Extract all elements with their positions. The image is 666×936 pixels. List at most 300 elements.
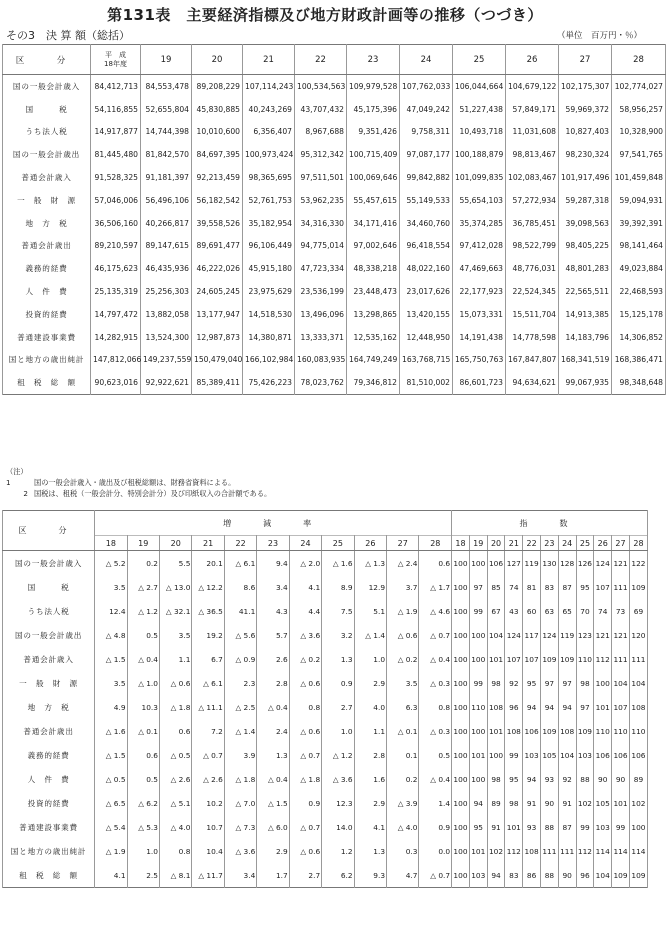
rate-cell: △ 1.7 bbox=[419, 575, 452, 599]
amount-cell: 14,917,877 bbox=[91, 121, 141, 144]
table2-index-year: 24 bbox=[558, 536, 576, 551]
index-cell: 105 bbox=[541, 743, 559, 767]
rate-cell: 1.6 bbox=[354, 767, 386, 791]
rate-cell: △ 0.2 bbox=[387, 647, 419, 671]
rate-cell: 0.2 bbox=[387, 767, 419, 791]
amount-cell: 13,882,058 bbox=[141, 303, 192, 326]
amount-cell: 11,031,608 bbox=[506, 121, 559, 144]
rate-cell: △ 3.9 bbox=[387, 791, 419, 815]
rate-cell: 0.9 bbox=[419, 815, 452, 839]
index-cell: 103 bbox=[469, 863, 487, 888]
index-cell: 109 bbox=[629, 575, 647, 599]
rate-cell: △ 0.4 bbox=[419, 647, 452, 671]
table1-header-first-year: 平 成 18年度 bbox=[91, 45, 141, 75]
index-cell: 110 bbox=[629, 719, 647, 743]
rate-cell: 1.2 bbox=[322, 839, 354, 863]
index-cell: 108 bbox=[487, 695, 505, 719]
rate-cell: 4.7 bbox=[387, 863, 419, 888]
index-cell: 70 bbox=[576, 599, 594, 623]
rate-cell: 41.1 bbox=[224, 599, 256, 623]
index-cell: 95 bbox=[523, 671, 541, 695]
rate-cell: △ 4.8 bbox=[95, 623, 127, 647]
index-cell: 100 bbox=[452, 647, 470, 671]
amount-cell: 22,177,923 bbox=[453, 280, 506, 303]
amount-cell: 104,679,122 bbox=[506, 75, 559, 98]
index-cell: 100 bbox=[452, 815, 470, 839]
rate-cell: 7.2 bbox=[192, 719, 224, 743]
index-cell: 91 bbox=[558, 791, 576, 815]
index-cell: 43 bbox=[505, 599, 523, 623]
rate-cell: △ 0.4 bbox=[419, 767, 452, 791]
index-cell: 108 bbox=[505, 719, 523, 743]
amount-cell: 164,749,249 bbox=[347, 349, 400, 372]
table2-rate-year: 21 bbox=[192, 536, 224, 551]
rate-cell: △ 1.4 bbox=[224, 719, 256, 743]
rate-cell: △ 0.7 bbox=[289, 815, 321, 839]
amount-cell: 13,298,865 bbox=[347, 303, 400, 326]
index-cell: 100 bbox=[452, 839, 470, 863]
amount-cell: 14,282,915 bbox=[91, 326, 141, 349]
rate-cell: △ 1.5 bbox=[95, 647, 127, 671]
amount-cell: 8,967,688 bbox=[295, 121, 347, 144]
index-cell: 108 bbox=[523, 839, 541, 863]
index-cell: 121 bbox=[612, 551, 630, 576]
index-cell: 121 bbox=[612, 623, 630, 647]
amount-cell: 58,956,257 bbox=[612, 98, 666, 121]
row-label: 義務的経費 bbox=[3, 743, 95, 767]
row-label: 普通建設事業費 bbox=[3, 326, 91, 349]
table-row bbox=[3, 743, 648, 767]
index-cell: 85 bbox=[487, 575, 505, 599]
table-row bbox=[3, 371, 666, 394]
table-row bbox=[3, 575, 648, 599]
amount-cell: 167,847,807 bbox=[506, 349, 559, 372]
rate-cell: △ 3.6 bbox=[289, 623, 321, 647]
table1-header-year: 25 bbox=[453, 45, 506, 75]
index-cell: 106 bbox=[487, 551, 505, 576]
index-cell: 102 bbox=[487, 839, 505, 863]
amount-cell: 81,842,570 bbox=[141, 143, 192, 166]
amount-cell: 102,774,027 bbox=[612, 75, 666, 98]
index-cell: 108 bbox=[629, 695, 647, 719]
rate-cell: 2.3 bbox=[224, 671, 256, 695]
rate-cell: 1.0 bbox=[322, 719, 354, 743]
row-label: 普通会計歳入 bbox=[3, 166, 91, 189]
table1-header-year: 26 bbox=[506, 45, 559, 75]
row-label: 租 税 総 額 bbox=[3, 371, 91, 394]
amount-cell: 13,177,947 bbox=[192, 303, 243, 326]
amount-cell: 48,022,160 bbox=[400, 257, 453, 280]
amount-cell: 35,182,954 bbox=[243, 212, 295, 235]
table-row bbox=[3, 326, 666, 349]
amount-cell: 13,524,300 bbox=[141, 326, 192, 349]
table-row bbox=[3, 863, 648, 888]
rate-cell: 0.5 bbox=[127, 767, 159, 791]
rate-cell: △ 1.2 bbox=[127, 599, 159, 623]
rate-cell: 1.1 bbox=[354, 719, 386, 743]
amount-cell: 98,141,464 bbox=[612, 235, 666, 258]
amount-cell: 97,002,646 bbox=[347, 235, 400, 258]
table1-header-row bbox=[3, 45, 666, 75]
rate-cell: 10.7 bbox=[192, 815, 224, 839]
table1-header-year: 24 bbox=[400, 45, 453, 75]
index-cell: 109 bbox=[541, 647, 559, 671]
rate-cell: △ 1.8 bbox=[289, 767, 321, 791]
row-label: 国と地方の歳出純計 bbox=[3, 839, 95, 863]
index-cell: 88 bbox=[541, 863, 559, 888]
amount-cell: 97,511,501 bbox=[295, 166, 347, 189]
rate-cell: 5.5 bbox=[159, 551, 191, 576]
index-cell: 65 bbox=[558, 599, 576, 623]
rate-cell: △ 1.5 bbox=[257, 791, 289, 815]
amount-cell: 97,541,765 bbox=[612, 143, 666, 166]
rate-cell: 1.3 bbox=[354, 839, 386, 863]
rate-cell: △ 1.5 bbox=[95, 743, 127, 767]
amount-cell: 45,175,396 bbox=[347, 98, 400, 121]
amount-cell: 47,469,663 bbox=[453, 257, 506, 280]
index-cell: 100 bbox=[452, 767, 470, 791]
rate-cell: 2.9 bbox=[354, 791, 386, 815]
index-cell: 91 bbox=[487, 815, 505, 839]
amount-cell: 23,448,473 bbox=[347, 280, 400, 303]
rate-cell: △ 0.6 bbox=[289, 839, 321, 863]
rate-cell: 2.7 bbox=[289, 863, 321, 888]
row-label: 一 般 財 源 bbox=[3, 671, 95, 695]
amount-cell: 56,496,106 bbox=[141, 189, 192, 212]
rate-cell: △ 0.6 bbox=[289, 719, 321, 743]
rate-cell: 8.6 bbox=[224, 575, 256, 599]
rate-cell: 0.1 bbox=[387, 743, 419, 767]
row-label: 普通会計歳出 bbox=[3, 235, 91, 258]
amount-cell: 25,135,319 bbox=[91, 280, 141, 303]
amount-cell: 92,213,459 bbox=[192, 166, 243, 189]
rate-cell: 2.7 bbox=[322, 695, 354, 719]
amount-cell: 40,266,817 bbox=[141, 212, 192, 235]
amount-cell: 94,634,621 bbox=[506, 371, 559, 394]
rate-cell: 5.1 bbox=[354, 599, 386, 623]
amount-cell: 13,496,096 bbox=[295, 303, 347, 326]
amount-cell: 97,412,028 bbox=[453, 235, 506, 258]
amount-cell: 150,479,040 bbox=[192, 349, 243, 372]
amount-cell: 49,023,884 bbox=[612, 257, 666, 280]
amount-cell: 34,316,330 bbox=[295, 212, 347, 235]
rate-cell: 1.4 bbox=[419, 791, 452, 815]
row-label: 義務的経費 bbox=[3, 257, 91, 280]
index-cell: 94 bbox=[541, 695, 559, 719]
settlement-amount-table bbox=[2, 44, 666, 395]
amount-cell: 13,333,371 bbox=[295, 326, 347, 349]
table2-index-year: 23 bbox=[541, 536, 559, 551]
amount-cell: 55,149,533 bbox=[400, 189, 453, 212]
rate-cell: 3.7 bbox=[387, 575, 419, 599]
table-row bbox=[3, 791, 648, 815]
rate-cell: △ 0.1 bbox=[387, 719, 419, 743]
index-cell: 93 bbox=[523, 815, 541, 839]
rate-cell: △ 1.4 bbox=[354, 623, 386, 647]
table1-header-year: 27 bbox=[559, 45, 612, 75]
row-label: 租 税 総 額 bbox=[3, 863, 95, 888]
amount-cell: 90,623,016 bbox=[91, 371, 141, 394]
index-cell: 74 bbox=[594, 599, 612, 623]
amount-cell: 163,768,715 bbox=[400, 349, 453, 372]
rate-cell: △ 6.1 bbox=[224, 551, 256, 576]
index-cell: 109 bbox=[629, 863, 647, 888]
amount-cell: 168,386,471 bbox=[612, 349, 666, 372]
index-cell: 99 bbox=[469, 599, 487, 623]
rate-cell: △ 0.4 bbox=[257, 695, 289, 719]
table1-header-year: 21 bbox=[243, 45, 295, 75]
rate-cell: 0.8 bbox=[159, 839, 191, 863]
table1-header-year: 28 bbox=[612, 45, 666, 75]
index-cell: 111 bbox=[629, 647, 647, 671]
amount-cell: 86,601,723 bbox=[453, 371, 506, 394]
row-label: 国 税 bbox=[3, 575, 95, 599]
amount-cell: 89,691,477 bbox=[192, 235, 243, 258]
amount-cell: 55,654,103 bbox=[453, 189, 506, 212]
amount-cell: 100,534,563 bbox=[295, 75, 347, 98]
table-row bbox=[3, 166, 666, 189]
amount-cell: 52,761,753 bbox=[243, 189, 295, 212]
rate-cell: △ 1.8 bbox=[224, 767, 256, 791]
amount-cell: 101,917,496 bbox=[559, 166, 612, 189]
rate-cell: 2.8 bbox=[257, 671, 289, 695]
rate-cell: △ 1.3 bbox=[354, 551, 386, 576]
index-cell: 100 bbox=[469, 647, 487, 671]
index-cell: 106 bbox=[612, 743, 630, 767]
table2-rate-year: 24 bbox=[289, 536, 321, 551]
rate-cell: △ 0.6 bbox=[289, 671, 321, 695]
rate-cell: 0.2 bbox=[127, 551, 159, 576]
rate-cell: △ 0.4 bbox=[127, 647, 159, 671]
amount-cell: 43,707,432 bbox=[295, 98, 347, 121]
index-cell: 114 bbox=[594, 839, 612, 863]
index-cell: 124 bbox=[505, 623, 523, 647]
table1-header-year: 20 bbox=[192, 45, 243, 75]
index-cell: 107 bbox=[523, 647, 541, 671]
rate-cell: △ 2.6 bbox=[159, 767, 191, 791]
rate-cell: 2.9 bbox=[257, 839, 289, 863]
rate-cell: 4.0 bbox=[354, 695, 386, 719]
row-label: 地 方 税 bbox=[3, 212, 91, 235]
amount-cell: 23,975,629 bbox=[243, 280, 295, 303]
rate-cell: 12.9 bbox=[354, 575, 386, 599]
rate-cell: △ 4.6 bbox=[419, 599, 452, 623]
index-cell: 87 bbox=[558, 815, 576, 839]
index-cell: 103 bbox=[523, 743, 541, 767]
table-row bbox=[3, 189, 666, 212]
index-cell: 97 bbox=[576, 695, 594, 719]
amount-cell: 14,797,472 bbox=[91, 303, 141, 326]
index-cell: 100 bbox=[452, 551, 470, 576]
row-label: 国 税 bbox=[3, 98, 91, 121]
index-cell: 98 bbox=[487, 671, 505, 695]
note-line bbox=[6, 466, 271, 488]
amount-cell: 100,973,424 bbox=[243, 143, 295, 166]
index-cell: 83 bbox=[505, 863, 523, 888]
amount-cell: 45,915,180 bbox=[243, 257, 295, 280]
amount-cell: 89,147,615 bbox=[141, 235, 192, 258]
index-cell: 100 bbox=[594, 671, 612, 695]
table2-rate-year: 20 bbox=[159, 536, 191, 551]
index-cell: 100 bbox=[469, 623, 487, 647]
index-cell: 104 bbox=[629, 671, 647, 695]
index-cell: 119 bbox=[523, 551, 541, 576]
index-cell: 97 bbox=[558, 671, 576, 695]
index-cell: 107 bbox=[594, 575, 612, 599]
amount-cell: 14,380,871 bbox=[243, 326, 295, 349]
amount-cell: 96,106,449 bbox=[243, 235, 295, 258]
index-cell: 111 bbox=[612, 575, 630, 599]
amount-cell: 98,230,324 bbox=[559, 143, 612, 166]
index-cell: 95 bbox=[576, 575, 594, 599]
rate-cell: 7.5 bbox=[322, 599, 354, 623]
amount-cell: 39,392,391 bbox=[612, 212, 666, 235]
amount-cell: 100,188,879 bbox=[453, 143, 506, 166]
rate-cell: △ 1.9 bbox=[387, 599, 419, 623]
index-cell: 87 bbox=[558, 575, 576, 599]
amount-cell: 84,412,713 bbox=[91, 75, 141, 98]
rate-cell: △ 32.1 bbox=[159, 599, 191, 623]
rate-cell: 0.8 bbox=[289, 695, 321, 719]
table2-rate-year: 18 bbox=[95, 536, 127, 551]
index-cell: 112 bbox=[594, 647, 612, 671]
row-label: 国の一般会計歳入 bbox=[3, 75, 91, 98]
amount-cell: 48,801,283 bbox=[559, 257, 612, 280]
amount-cell: 15,511,704 bbox=[506, 303, 559, 326]
amount-cell: 102,175,307 bbox=[559, 75, 612, 98]
rate-cell: △ 12.2 bbox=[192, 575, 224, 599]
index-cell: 88 bbox=[576, 767, 594, 791]
table2-rate-year: 26 bbox=[354, 536, 386, 551]
amount-cell: 98,348,648 bbox=[612, 371, 666, 394]
index-cell: 104 bbox=[558, 743, 576, 767]
rate-cell: 20.1 bbox=[192, 551, 224, 576]
index-cell: 92 bbox=[505, 671, 523, 695]
rate-cell: 3.4 bbox=[224, 863, 256, 888]
rate-cell: △ 5.1 bbox=[159, 791, 191, 815]
table2-rate-year: 23 bbox=[257, 536, 289, 551]
amount-cell: 51,227,438 bbox=[453, 98, 506, 121]
rate-cell: △ 1.6 bbox=[322, 551, 354, 576]
rate-cell: △ 0.7 bbox=[289, 743, 321, 767]
rate-cell: 1.0 bbox=[354, 647, 386, 671]
rate-cell: △ 7.0 bbox=[224, 791, 256, 815]
note-text: 国の一般会計歳入・歳出及び租税総額は、財務省資料による。 bbox=[34, 478, 236, 487]
rate-cell: △ 0.7 bbox=[419, 863, 452, 888]
rate-cell: 0.8 bbox=[419, 695, 452, 719]
index-cell: 124 bbox=[541, 623, 559, 647]
table-row bbox=[3, 212, 666, 235]
table2-index-year: 25 bbox=[576, 536, 594, 551]
amount-cell: 25,256,303 bbox=[141, 280, 192, 303]
rate-cell: △ 5.3 bbox=[127, 815, 159, 839]
index-cell: 119 bbox=[558, 623, 576, 647]
table-row bbox=[3, 599, 648, 623]
rate-cell: △ 0.4 bbox=[257, 767, 289, 791]
index-cell: 100 bbox=[469, 551, 487, 576]
rate-cell: 3.4 bbox=[257, 575, 289, 599]
index-cell: 120 bbox=[629, 623, 647, 647]
amount-cell: 95,312,342 bbox=[295, 143, 347, 166]
index-cell: 99 bbox=[576, 815, 594, 839]
amount-cell: 52,655,804 bbox=[141, 98, 192, 121]
rate-cell: 3.2 bbox=[322, 623, 354, 647]
rate-cell: 1.1 bbox=[159, 647, 191, 671]
amount-cell: 24,605,245 bbox=[192, 280, 243, 303]
index-cell: 96 bbox=[505, 695, 523, 719]
index-cell: 81 bbox=[523, 575, 541, 599]
amount-cell: 46,222,026 bbox=[192, 257, 243, 280]
index-cell: 100 bbox=[452, 719, 470, 743]
table2-index-year: 28 bbox=[629, 536, 647, 551]
amount-cell: 14,778,598 bbox=[506, 326, 559, 349]
amount-cell: 14,191,438 bbox=[453, 326, 506, 349]
index-cell: 109 bbox=[576, 719, 594, 743]
amount-cell: 99,842,882 bbox=[400, 166, 453, 189]
rate-cell: 0.3 bbox=[387, 839, 419, 863]
rate-cell: 10.2 bbox=[192, 791, 224, 815]
index-cell: 103 bbox=[594, 815, 612, 839]
index-cell: 101 bbox=[487, 647, 505, 671]
rate-cell: △ 11.1 bbox=[192, 695, 224, 719]
index-cell: 114 bbox=[612, 839, 630, 863]
rate-cell: 0.5 bbox=[127, 623, 159, 647]
amount-cell: 15,125,178 bbox=[612, 303, 666, 326]
rate-cell: △ 4.0 bbox=[159, 815, 191, 839]
rate-cell: 4.1 bbox=[354, 815, 386, 839]
table1-header-year: 23 bbox=[347, 45, 400, 75]
index-cell: 110 bbox=[594, 719, 612, 743]
row-label: 普通会計歳出 bbox=[3, 719, 95, 743]
index-cell: 101 bbox=[487, 719, 505, 743]
rate-cell: △ 2.0 bbox=[289, 551, 321, 576]
amount-cell: 59,094,931 bbox=[612, 189, 666, 212]
index-cell: 103 bbox=[576, 743, 594, 767]
table2-header-label: 区 分 bbox=[3, 511, 95, 551]
index-cell: 95 bbox=[469, 815, 487, 839]
row-label: 普通建設事業費 bbox=[3, 815, 95, 839]
amount-cell: 98,365,695 bbox=[243, 166, 295, 189]
rate-cell: 14.0 bbox=[322, 815, 354, 839]
index-cell: 99 bbox=[505, 743, 523, 767]
amount-cell: 23,017,626 bbox=[400, 280, 453, 303]
row-label: 人 件 費 bbox=[3, 280, 91, 303]
rate-cell: △ 0.3 bbox=[419, 719, 452, 743]
rate-cell: 4.1 bbox=[95, 863, 127, 888]
amount-cell: 15,073,331 bbox=[453, 303, 506, 326]
index-cell: 100 bbox=[469, 719, 487, 743]
amount-cell: 6,356,407 bbox=[243, 121, 295, 144]
index-cell: 106 bbox=[594, 743, 612, 767]
amount-cell: 59,969,372 bbox=[559, 98, 612, 121]
rate-cell: △ 2.4 bbox=[387, 551, 419, 576]
rate-cell: △ 0.1 bbox=[127, 719, 159, 743]
amount-cell: 39,098,563 bbox=[559, 212, 612, 235]
amount-cell: 96,418,554 bbox=[400, 235, 453, 258]
rate-cell: 2.4 bbox=[257, 719, 289, 743]
amount-cell: 12,987,873 bbox=[192, 326, 243, 349]
amount-cell: 10,328,900 bbox=[612, 121, 666, 144]
amount-cell: 84,553,478 bbox=[141, 75, 192, 98]
index-cell: 100 bbox=[452, 695, 470, 719]
rate-cell: 9.4 bbox=[257, 551, 289, 576]
amount-cell: 47,049,242 bbox=[400, 98, 453, 121]
amount-cell: 57,272,934 bbox=[506, 189, 559, 212]
amount-cell: 14,518,530 bbox=[243, 303, 295, 326]
index-cell: 104 bbox=[594, 863, 612, 888]
rate-cell: 3.9 bbox=[224, 743, 256, 767]
amount-cell: 81,510,002 bbox=[400, 371, 453, 394]
